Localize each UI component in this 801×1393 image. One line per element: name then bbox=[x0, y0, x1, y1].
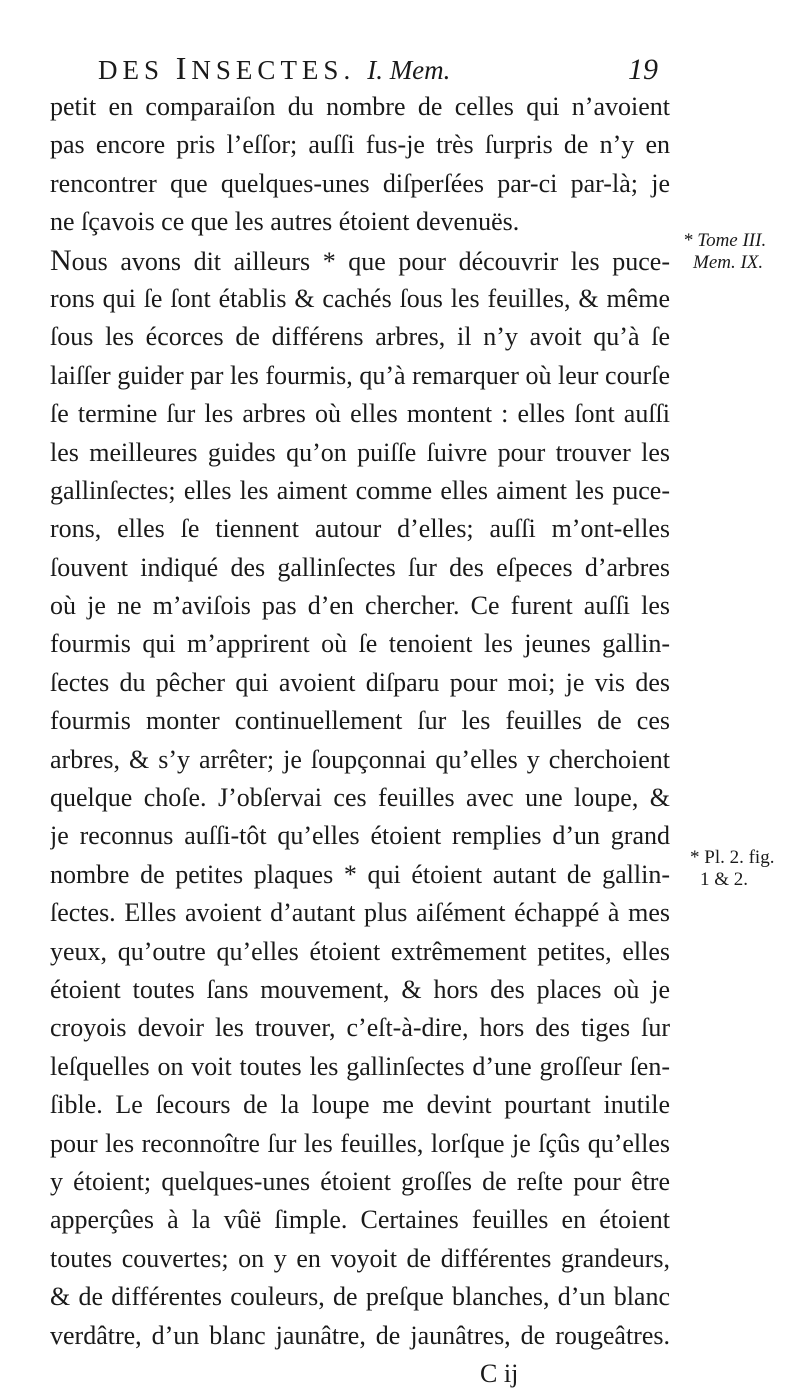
text-line: rencontrer que quelques-unes diſperſées par-ci par-là; je bbox=[50, 168, 670, 198]
margin-note-1-line-1: * Tome III. bbox=[683, 230, 767, 251]
text-line: les meilleures guides qu’on puiſſe ſuivre pour trouver les bbox=[50, 437, 670, 467]
text-line: laiſſer guider par les fourmis, qu’à remarquer où leur courſe bbox=[50, 360, 670, 390]
text-line: yeux, qu’outre qu’elles étoient extrêmement petites, elles bbox=[50, 936, 670, 966]
text-line: arbres, & s’y arrêter; je ſoupçonnai qu’elles y cherchoient bbox=[50, 744, 670, 774]
running-head-title bbox=[98, 50, 356, 86]
text-line: leſquelles on voit toutes les gallinſectes d’une groſſeur ſen- bbox=[50, 1051, 670, 1081]
text-line: apperçûes à la vûë ſimple. Certaines feuilles en étoient bbox=[50, 1205, 670, 1235]
text-line: verdâtre, d’un blanc jaunâtre, de jaunâtres, de rougeâtres. bbox=[50, 1320, 670, 1350]
text-line: fourmis monter continuellement ſur les feuilles de ces bbox=[50, 706, 670, 736]
text-line: je reconnus auſſi-tôt qu’elles étoient remplies d’un grand bbox=[50, 821, 670, 851]
running-head-initial: I bbox=[175, 50, 192, 86]
text-line: étoient toutes ſans mouvement, & hors des places où je bbox=[50, 974, 670, 1004]
text-line: ſectes. Elles avoient d’autant plus aiſément échappé à mes bbox=[50, 898, 670, 928]
margin-note-2-line-1: * Pl. 2. fig. bbox=[690, 847, 775, 868]
margin-note-1-line-2: Mem. IX. bbox=[693, 252, 764, 273]
catchword: C ij bbox=[480, 1358, 519, 1388]
text-line: rons, elles ſe tiennent autour d’elles; auſſi m’ont-elles bbox=[50, 514, 670, 544]
margin-note-2-line-2: 1 & 2. bbox=[700, 869, 749, 890]
text-line: nombre de petites plaques * qui étoient autant de gallin- bbox=[50, 859, 670, 889]
text-line: ne ſçavois ce que les autres étoient devenuës. bbox=[50, 207, 520, 237]
text-line: où je ne m’aviſois pas d’en chercher. Ce furent auſſi les bbox=[50, 591, 670, 621]
text-line: ſible. Le ſecours de la loupe me devint pourtant inutile bbox=[50, 1090, 670, 1120]
text-line: ſe termine ſur les arbres où elles montent : elles ſont auſſi bbox=[50, 399, 670, 429]
running-head-memoir: I. Mem. bbox=[367, 55, 451, 85]
text-line: y étoient; quelques-unes étoient groſſes de reſte pour être bbox=[50, 1166, 670, 1196]
text-line: ſectes du pêcher qui avoient diſparu pour moi; je vis des bbox=[50, 667, 670, 697]
running-head-word: NSECTES. bbox=[191, 55, 356, 85]
text-line: toutes couvertes; on y en voyoit de différentes grandeurs, bbox=[50, 1243, 670, 1273]
body-text bbox=[50, 88, 670, 1393]
text-line: rons qui ſe ſont établis & cachés ſous les feuilles, & même bbox=[50, 283, 670, 313]
text-line: pas encore pris l’eſſor; auſſi fus-je très ſurpris de n’y en bbox=[50, 130, 670, 160]
text-line: pour les reconnoître ſur les feuilles, lorſque je ſçûs qu’elles bbox=[50, 1128, 670, 1158]
text-line: fourmis qui m’apprirent où ſe tenoient les jeunes gallin- bbox=[50, 629, 670, 659]
text-line: ſouvent indiqué des gallinſectes ſur des eſpeces d’arbres bbox=[50, 552, 670, 582]
text-line: croyois devoir les trouver, c’eſt-à-dire, hors des tiges ſur bbox=[50, 1013, 670, 1043]
text-line: petit en comparaiſon du nombre de celles qui n’avoient bbox=[50, 92, 670, 121]
paragraph-initial: N bbox=[50, 243, 72, 277]
margin-note-2 bbox=[690, 847, 774, 891]
text-line: gallinſectes; elles les aiment comme elles aiment les puce- bbox=[50, 475, 670, 505]
text-line: & de différentes couleurs, de preſque blanches, d’un blanc bbox=[50, 1282, 670, 1312]
running-head-des: DES bbox=[98, 55, 165, 85]
page-number: 19 bbox=[628, 53, 658, 86]
paragraph-first-line bbox=[50, 242, 670, 280]
running-head bbox=[98, 48, 658, 88]
margin-note-1 bbox=[683, 230, 766, 274]
text-line: quelque choſe. J’obſervai ces feuilles avec une loupe, & bbox=[50, 783, 670, 813]
text-line: ſous les écorces de différens arbres, il n’y avoit qu’à ſe bbox=[50, 322, 670, 352]
text-line-rest: ous avons dit ailleurs * que pour découvrir les puce- bbox=[71, 246, 670, 276]
